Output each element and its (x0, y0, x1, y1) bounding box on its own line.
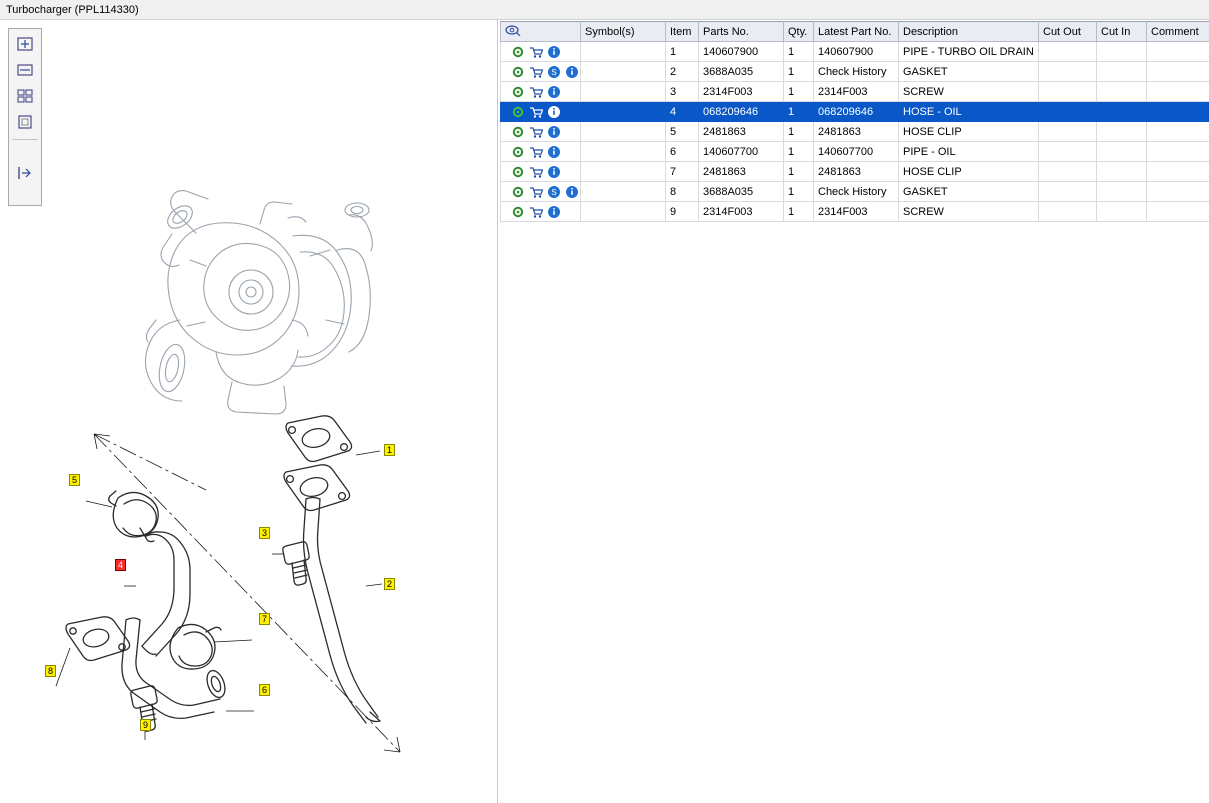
row-actions[interactable] (501, 162, 581, 182)
gear-icon[interactable] (511, 165, 525, 179)
zoom-fit-icon[interactable] (12, 33, 38, 55)
column-header-latest-part-no[interactable]: Latest Part No. (814, 22, 899, 42)
table-row-selected[interactable] (501, 102, 1209, 122)
callout-8[interactable]: 8 (45, 665, 56, 677)
callout-3[interactable]: 3 (259, 527, 270, 539)
select-area-icon[interactable] (12, 111, 38, 133)
info-icon[interactable] (547, 205, 561, 219)
cart-icon[interactable] (529, 125, 543, 139)
cell-cut-out (1039, 162, 1097, 182)
cell-description: PIPE - TURBO OIL DRAIN (899, 42, 1039, 62)
cell-item: 2 (666, 62, 699, 82)
info-icon[interactable] (565, 185, 579, 199)
cell-qty: 1 (784, 202, 814, 222)
table-row[interactable] (501, 162, 1209, 182)
window-title: Turbocharger (PPL114330) (0, 0, 1209, 20)
cell-cut-in (1097, 102, 1147, 122)
cell-parts-no: 140607900 (699, 42, 784, 62)
cell-latest-part-no[interactable] (814, 182, 899, 202)
callout-2[interactable]: 2 (384, 578, 395, 590)
cell-cut-in (1097, 82, 1147, 102)
callout-9[interactable]: 9 (140, 719, 151, 731)
cell-item: 5 (666, 122, 699, 142)
zoom-width-icon[interactable] (12, 59, 38, 81)
cell-cut-out (1039, 102, 1097, 122)
column-header-symbol[interactable]: Symbol(s) (581, 22, 666, 42)
gear-icon[interactable] (511, 125, 525, 139)
row-actions[interactable] (501, 42, 581, 62)
cell-cut-in (1097, 142, 1147, 162)
cell-latest-part-no: 2481863 (814, 162, 899, 182)
cell-symbol (581, 62, 666, 82)
column-header-parts-no[interactable]: Parts No. (699, 22, 784, 42)
svg-text:S: S (551, 187, 557, 197)
cell-description: GASKET (899, 62, 1039, 82)
cell-comment (1147, 102, 1209, 122)
info-icon[interactable] (547, 45, 561, 59)
cell-description: HOSE CLIP (899, 122, 1039, 142)
cell-cut-out (1039, 182, 1097, 202)
table-row[interactable] (501, 202, 1209, 222)
cell-description: HOSE - OIL (899, 102, 1039, 122)
table-row[interactable] (501, 142, 1209, 162)
cell-cut-out (1039, 82, 1097, 102)
expand-panel-icon[interactable] (12, 162, 38, 184)
cell-item: 1 (666, 42, 699, 62)
cell-latest-part-no: 2481863 (814, 122, 899, 142)
table-row[interactable] (501, 82, 1209, 102)
table-row[interactable] (501, 42, 1209, 62)
svg-text:S: S (551, 67, 557, 77)
cell-comment (1147, 182, 1209, 202)
cart-icon[interactable] (529, 145, 543, 159)
cell-qty: 1 (784, 162, 814, 182)
table-row[interactable] (501, 62, 1209, 82)
cell-qty: 1 (784, 42, 814, 62)
cell-parts-no: 3688A035 (699, 182, 784, 202)
cell-description: HOSE CLIP (899, 162, 1039, 182)
supersede-icon[interactable] (547, 185, 561, 199)
cell-comment (1147, 62, 1209, 82)
cell-qty: 1 (784, 102, 814, 122)
info-icon[interactable] (547, 105, 561, 119)
cell-symbol (581, 82, 666, 102)
cell-cut-in (1097, 162, 1147, 182)
gear-icon[interactable] (511, 65, 525, 79)
toolbar-divider (12, 139, 38, 140)
info-icon[interactable] (547, 165, 561, 179)
cell-qty: 1 (784, 82, 814, 102)
row-actions[interactable] (501, 122, 581, 142)
search-parts-icon[interactable] (505, 27, 521, 39)
callout-7[interactable]: 7 (259, 613, 270, 625)
callout-5[interactable]: 5 (69, 474, 80, 486)
cell-description: PIPE - OIL (899, 142, 1039, 162)
cell-symbol (581, 42, 666, 62)
column-header-qty[interactable]: Qty. (784, 22, 814, 42)
cell-comment (1147, 162, 1209, 182)
cell-cut-in (1097, 182, 1147, 202)
cell-latest-part-no: 140607900 (814, 42, 899, 62)
cell-parts-no: 2481863 (699, 122, 784, 142)
cell-description: SCREW (899, 82, 1039, 102)
row-actions[interactable] (501, 142, 581, 162)
cell-cut-out (1039, 142, 1097, 162)
cell-cut-in (1097, 42, 1147, 62)
cart-icon[interactable] (529, 165, 543, 179)
cell-latest-part-no[interactable] (814, 62, 899, 82)
cell-parts-no: 068209646 (699, 102, 784, 122)
cell-cut-in (1097, 202, 1147, 222)
cell-item: 7 (666, 162, 699, 182)
cell-latest-part-no: 068209646 (814, 102, 899, 122)
column-header-comment[interactable]: Comment (1147, 22, 1209, 42)
cell-symbol (581, 162, 666, 182)
parts-table (500, 21, 1209, 222)
gear-icon[interactable] (511, 145, 525, 159)
row-actions[interactable] (501, 102, 581, 122)
cell-parts-no: 140607700 (699, 142, 784, 162)
turbocharger-illustration (0, 20, 497, 803)
cell-cut-out (1039, 42, 1097, 62)
cell-cut-out (1039, 122, 1097, 142)
cell-description: SCREW (899, 202, 1039, 222)
cart-icon[interactable] (529, 85, 543, 99)
cell-item: 3 (666, 82, 699, 102)
info-icon[interactable] (565, 65, 579, 79)
cell-cut-in (1097, 62, 1147, 82)
cell-item: 4 (666, 102, 699, 122)
cell-qty: 1 (784, 142, 814, 162)
grid-icon[interactable] (12, 85, 38, 107)
callout-1[interactable]: 1 (384, 444, 395, 456)
row-actions[interactable] (501, 62, 581, 82)
column-header-description[interactable]: Description (899, 22, 1039, 42)
cell-symbol (581, 202, 666, 222)
cell-latest-part-no: 2314F003 (814, 82, 899, 102)
cart-icon[interactable] (529, 45, 543, 59)
cell-cut-out (1039, 62, 1097, 82)
column-header-cut-out[interactable]: Cut Out (1039, 22, 1097, 42)
cell-parts-no: 2314F003 (699, 202, 784, 222)
row-actions[interactable] (501, 82, 581, 102)
gear-icon[interactable] (511, 105, 525, 119)
cell-parts-no: 2481863 (699, 162, 784, 182)
cell-comment (1147, 82, 1209, 102)
illustration-viewer[interactable] (0, 20, 498, 803)
info-icon[interactable] (547, 145, 561, 159)
gear-icon[interactable] (511, 205, 525, 219)
callout-6[interactable]: 6 (259, 684, 270, 696)
cell-symbol (581, 122, 666, 142)
check-history-link[interactable]: Check History (818, 185, 887, 198)
column-header-actions[interactable] (501, 22, 581, 42)
row-actions[interactable] (501, 182, 581, 202)
supersede-icon[interactable] (547, 65, 561, 79)
cell-symbol (581, 142, 666, 162)
cell-comment (1147, 202, 1209, 222)
gear-icon[interactable] (511, 45, 525, 59)
check-history-link[interactable]: Check History (818, 65, 887, 78)
cell-comment (1147, 122, 1209, 142)
cell-parts-no: 2314F003 (699, 82, 784, 102)
cell-item: 9 (666, 202, 699, 222)
cart-icon[interactable] (529, 105, 543, 119)
cell-item: 6 (666, 142, 699, 162)
parts-table-panel (500, 21, 1209, 803)
cart-icon[interactable] (529, 205, 543, 219)
cell-latest-part-no: 2314F003 (814, 202, 899, 222)
info-icon[interactable] (547, 85, 561, 99)
cell-item: 8 (666, 182, 699, 202)
cell-parts-no: 3688A035 (699, 62, 784, 82)
table-row[interactable] (501, 122, 1209, 142)
parts-table-body (501, 42, 1209, 222)
cell-cut-out (1039, 202, 1097, 222)
cell-symbol (581, 182, 666, 202)
row-actions[interactable] (501, 202, 581, 222)
viewer-toolbar (8, 28, 42, 206)
cell-qty: 1 (784, 182, 814, 202)
callout-4-selected[interactable]: 4 (115, 559, 126, 571)
gear-icon[interactable] (511, 85, 525, 99)
column-header-cut-in[interactable]: Cut In (1097, 22, 1147, 42)
cell-latest-part-no: 140607700 (814, 142, 899, 162)
cart-icon[interactable] (529, 65, 543, 79)
cell-symbol (581, 102, 666, 122)
gear-icon[interactable] (511, 185, 525, 199)
cell-cut-in (1097, 122, 1147, 142)
cell-qty: 1 (784, 122, 814, 142)
info-icon[interactable] (547, 125, 561, 139)
cell-description: GASKET (899, 182, 1039, 202)
column-header-item[interactable]: Item (666, 22, 699, 42)
cell-qty: 1 (784, 62, 814, 82)
cell-comment (1147, 42, 1209, 62)
cart-icon[interactable] (529, 185, 543, 199)
cell-comment (1147, 142, 1209, 162)
table-row[interactable] (501, 182, 1209, 202)
table-header-row (501, 22, 1209, 42)
